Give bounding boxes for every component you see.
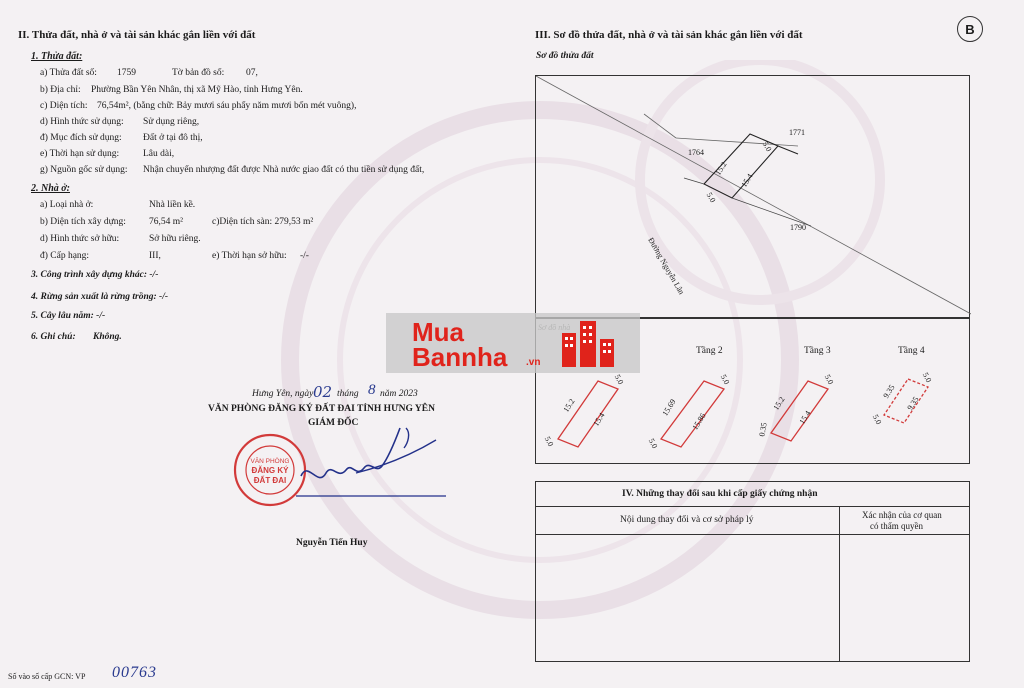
changes-table xyxy=(535,481,970,662)
other-construction: 3. Công trình xây dựng khác: -/- xyxy=(31,270,159,280)
gcn-register-label: Số vào số cấp GCN: VP xyxy=(8,672,86,681)
floor-3-label: Tầng 3 xyxy=(804,346,831,356)
logo-suffix: .vn xyxy=(526,357,541,368)
floor-2-left: 15.69 xyxy=(660,397,678,418)
origin: Nhận chuyển nhượng đất được Nhà nước giao đất có thu tiền sử dụng đất, xyxy=(143,165,425,175)
page-badge: B xyxy=(957,16,983,42)
dim-right: 15.4 xyxy=(739,172,755,189)
map-sheet: 07, xyxy=(246,68,258,78)
parcel-1764: 1764 xyxy=(688,148,704,157)
notes-label: 6. Ghi chú: xyxy=(31,332,76,342)
date-day: 02 xyxy=(313,383,333,401)
area-label: c) Diện tích: xyxy=(40,101,88,111)
perennial-trees: 5. Cây lâu năm: -/- xyxy=(31,311,106,321)
floor-area: c)Diện tích sàn: 279,53 m² xyxy=(212,217,314,227)
floor-3-left: 15.2 xyxy=(771,395,787,412)
use-form: Sử dụng riêng, xyxy=(143,117,200,127)
handwritten-signature xyxy=(296,418,446,498)
floor-2-bottom: 5.0 xyxy=(646,436,660,451)
address: Phường Bần Yên Nhân, thị xã Mỹ Hào, tỉnh Hưng Yên. xyxy=(91,85,303,95)
floor-1-top: 5.0 xyxy=(612,372,626,387)
signer-name: Nguyễn Tiến Huy xyxy=(296,538,368,548)
use-term-label: e) Thời hạn sử dụng: xyxy=(40,149,120,159)
changes-col-confirm-1: Xác nhận của cơ quan xyxy=(862,510,942,520)
changes-divider xyxy=(839,507,840,662)
stamp-line3: ĐẤT ĐAI xyxy=(253,476,287,485)
land-number-label: a) Thửa đất số: xyxy=(40,68,97,78)
stamp-line2: ĐĂNG KÝ xyxy=(251,466,289,475)
floor-3-extra: 0.35 xyxy=(757,421,769,438)
parcel-map-drawing xyxy=(536,76,971,319)
floor-4-bottom: 5.0 xyxy=(870,412,884,427)
land-number: 1759 xyxy=(117,68,136,78)
floor-2-label: Tầng 2 xyxy=(696,346,723,356)
date-prefix: Hưng Yên, ngày xyxy=(252,389,314,399)
floor-2-top: 5.0 xyxy=(718,372,732,387)
use-term: Lâu dài, xyxy=(143,149,175,159)
area: 76,54m², (bằng chữ: Bảy mươi sáu phẩy năm mươi bốn mét vuông), xyxy=(97,101,357,111)
use-purpose-label: đ) Mục đích sử dụng: xyxy=(40,133,122,143)
ownership: Sở hữu riêng. xyxy=(149,234,201,244)
changes-header-row xyxy=(536,507,969,535)
floor-4-left: 9.35 xyxy=(881,383,897,400)
gcn-register-number: 00763 xyxy=(112,664,157,681)
changes-col-confirm-2: có thẩm quyền xyxy=(870,521,923,531)
own-term: -/- xyxy=(300,251,309,261)
own-term-label: e) Thời hạn sở hữu: xyxy=(212,251,287,261)
build-area: 76,54 m² xyxy=(149,217,183,227)
muabannha-logo xyxy=(386,313,640,373)
logo-line2: Bannha xyxy=(412,342,508,372)
changes-title: IV. Những thay đổi sau khi cấp giấy chứng nhận xyxy=(622,489,818,499)
floor-4-top: 5.0 xyxy=(920,370,934,385)
date-month: 8 xyxy=(368,382,376,398)
floor-4-right: 9.35 xyxy=(905,395,921,412)
position: GIÁM ĐỐC xyxy=(308,418,359,428)
floor-1-right: 15.4 xyxy=(591,411,607,428)
house-type: Nhà liền kề. xyxy=(149,200,196,210)
floor-2-right: 15.86 xyxy=(690,411,708,432)
house-heading: 2. Nhà ở: xyxy=(31,183,70,194)
stamp-line1: VĂN PHÒNG xyxy=(250,458,290,465)
floor-1-left: 15.2 xyxy=(561,397,577,414)
floor-3-right: 15.4 xyxy=(797,409,813,426)
diagram-section-title: III. Sơ đồ thửa đất, nhà ở và tài sản khác gắn liền với đất xyxy=(535,29,803,41)
floor-4-label: Tầng 4 xyxy=(898,346,925,356)
grade-label: đ) Cấp hạng: xyxy=(40,251,90,261)
use-form-label: d) Hình thức sử dụng: xyxy=(40,117,124,127)
floor-3-top: 5.0 xyxy=(822,372,836,387)
parcel-diagram-label: Sơ đồ thửa đất xyxy=(536,51,594,61)
use-purpose: Đất ở tại đô thị, xyxy=(143,133,203,143)
ownership-label: d) Hình thức sở hữu: xyxy=(40,234,120,244)
origin-label: g) Nguồn gốc sử dụng: xyxy=(40,165,128,175)
dim-top: 5.0 xyxy=(760,139,774,154)
build-area-label: b) Diện tích xây dựng: xyxy=(40,217,126,227)
parcel-1771: 1771 xyxy=(789,128,805,137)
production-forest: 4. Rừng sản xuất là rừng trồng: -/- xyxy=(31,292,169,302)
map-sheet-label: Tờ bản đồ số: xyxy=(172,68,225,78)
changes-title-row xyxy=(536,482,969,507)
address-label: b) Địa chỉ: xyxy=(40,85,81,95)
notes: Không. xyxy=(93,332,122,342)
section-title: II. Thửa đất, nhà ở và tài sản khác gắn liền với đất xyxy=(18,29,256,41)
land-heading: 1. Thửa đất: xyxy=(31,51,83,62)
changes-col-content: Nội dung thay đổi và cơ sở pháp lý xyxy=(620,515,754,525)
floor-1-bottom: 5.0 xyxy=(542,434,556,449)
house-type-label: a) Loại nhà ở: xyxy=(40,200,94,210)
parcel-map xyxy=(535,75,970,318)
road-label: Đường Nguyễn Lân xyxy=(646,236,687,297)
building-icon xyxy=(558,319,618,367)
date-month-word: tháng xyxy=(337,389,359,399)
grade: III, xyxy=(149,251,161,261)
dim-left: 15.2 xyxy=(713,160,729,177)
office-name: VĂN PHÒNG ĐĂNG KÝ ĐẤT ĐAI TỈNH HƯNG YÊN xyxy=(208,404,435,414)
parcel-1790: 1790 xyxy=(790,223,806,232)
date-year: năm 2023 xyxy=(380,389,418,399)
logo-line1: Mua xyxy=(412,317,464,347)
dim-bottom: 5.0 xyxy=(704,190,718,205)
